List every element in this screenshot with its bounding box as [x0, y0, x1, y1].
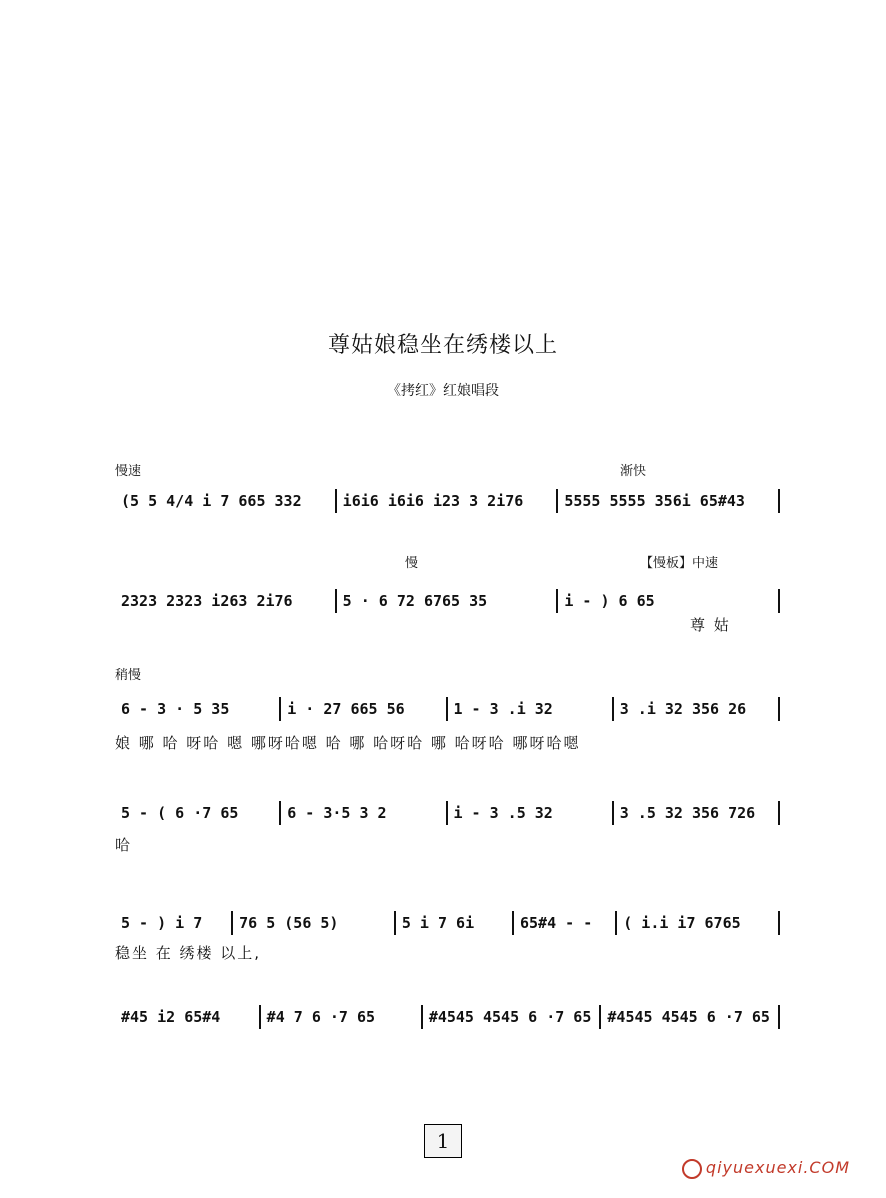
notation-row — [115, 488, 780, 514]
tempo-mark: 稍慢 — [115, 668, 142, 683]
bar-line — [778, 697, 780, 721]
score-line-2 — [115, 552, 780, 632]
tempo-mark: 【慢板】中速 — [640, 556, 719, 571]
song-title: 尊姑娘稳坐在绣楼以上 — [327, 333, 558, 358]
measure: 5 - ) i 7 — [121, 914, 203, 932]
bar-line — [778, 801, 780, 825]
measure: 3 .i 32 356 26 — [619, 700, 747, 718]
lyrics-row: 哈 — [115, 836, 133, 854]
measure: 6 - 3·5 3 2 — [287, 804, 387, 822]
measure: ( i.i i7 6765 — [623, 914, 741, 932]
score-line-3 — [115, 664, 780, 754]
measure: 65#4 - - — [520, 914, 593, 932]
notation-row — [115, 800, 780, 826]
page-number — [424, 1124, 462, 1158]
lyrics-row: 娘 哪 哈 呀哈 嗯 哪呀哈嗯 哈 哪 哈呀哈 哪 哈呀哈 哪呀哈嗯 — [115, 734, 581, 752]
bar-line — [778, 911, 780, 935]
measure: i · 27 665 56 — [287, 700, 405, 718]
bar-line — [778, 1005, 780, 1029]
measure: (5 5 4/4 i 7 665 332 — [121, 492, 302, 510]
measure: 3 .5 32 356 726 — [619, 804, 756, 822]
song-subtitle: 《拷红》红娘唱段 — [387, 383, 499, 399]
score-line-1 — [115, 460, 780, 520]
measure: i - 3 .5 32 — [453, 804, 553, 822]
measure: 5 - ( 6 ·7 65 — [121, 804, 239, 822]
notation-row — [115, 588, 780, 614]
bar-line — [778, 489, 780, 513]
score-line-6 — [115, 1000, 780, 1040]
measure: i - ) 6 65 — [564, 592, 655, 610]
notation-row — [115, 1004, 780, 1030]
measure: 5555 5555 356i 65#43 — [564, 492, 745, 510]
watermark-text: qiyuexuexi.COM — [705, 1158, 850, 1177]
tempo-mark: 慢 — [405, 556, 419, 571]
page-number-text: 1 — [436, 1129, 450, 1153]
logo-icon — [682, 1159, 702, 1179]
score-line-4 — [115, 790, 780, 860]
site-watermark — [682, 1158, 850, 1179]
lyrics-row: 尊 姑 — [690, 616, 731, 634]
notation-row — [115, 910, 780, 936]
lyrics-row: 稳坐 在 绣楼 以上, — [115, 944, 262, 962]
measure: #4545 4545 6 ·7 65 — [428, 1008, 592, 1026]
notation-row — [115, 696, 780, 722]
measure: #4 7 6 ·7 65 — [266, 1008, 376, 1026]
tempo-mark: 渐快 — [620, 464, 647, 479]
measure: #4545 4545 6 ·7 65 — [607, 1008, 770, 1026]
measure: i6i6 i6i6 i23 3 2i76 — [342, 492, 524, 510]
bar-line — [778, 589, 780, 613]
measure: 1 - 3 .i 32 — [453, 700, 553, 718]
measure: 6 - 3 · 5 35 — [121, 700, 230, 718]
measure: 76 5 (56 5) — [239, 914, 339, 932]
tempo-mark: 慢速 — [115, 464, 142, 479]
score-line-5 — [115, 898, 780, 968]
measure: 5 · 6 72 6765 35 — [342, 592, 488, 610]
measure: #45 i2 65#4 — [121, 1008, 221, 1026]
measure: 2323 2323 i263 2i76 — [121, 592, 293, 610]
measure: 5 i 7 6i — [401, 914, 475, 932]
